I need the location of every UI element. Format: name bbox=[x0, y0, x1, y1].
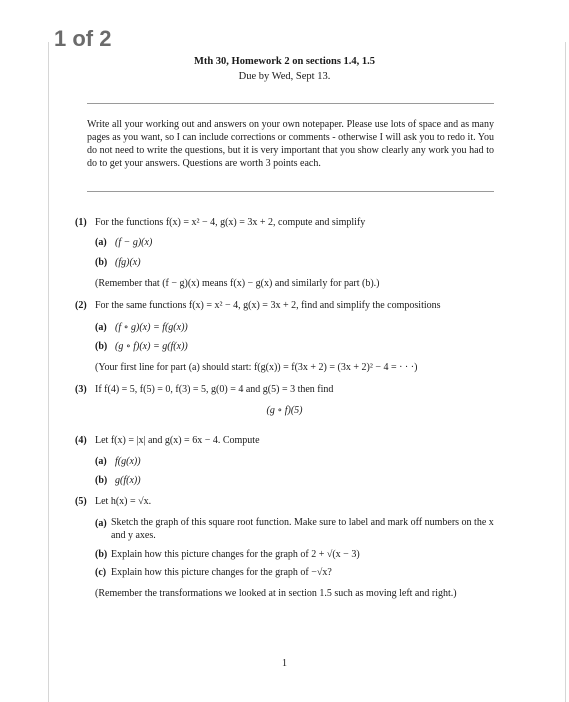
part-text: f(g(x)) bbox=[115, 456, 141, 467]
question-text: Let f(x) = |x| and g(x) = 6x − 4. Compute bbox=[95, 435, 260, 446]
bottom-divider bbox=[87, 191, 494, 192]
part-label: (c) bbox=[95, 567, 107, 578]
part-text: (f ∘ g)(x) = f(g(x)) bbox=[115, 322, 188, 333]
top-divider bbox=[87, 103, 494, 104]
due-date: Due by Wed, Sept 13. bbox=[238, 71, 331, 82]
page-number: 1 bbox=[282, 658, 287, 669]
question-text: Let h(x) = √x. bbox=[95, 496, 152, 507]
question-number: (2) bbox=[75, 300, 87, 311]
question-note: (Remember the transformations we looked at in section 1.5 such as moving left and right.) bbox=[95, 588, 457, 599]
document-title: Mth 30, Homework 2 on sections 1.4, 1.5 bbox=[193, 56, 376, 67]
part-text: (g ∘ f)(x) = g(f(x)) bbox=[115, 341, 188, 352]
page-indicator: 1 of 2 bbox=[54, 26, 112, 51]
part-text: (f − g)(x) bbox=[115, 237, 153, 248]
part-label: (a) bbox=[95, 237, 107, 248]
display-expression: (g ∘ f)(5) bbox=[266, 405, 303, 416]
question-text: For the functions f(x) = x² − 4, g(x) = 3x + 2, compute and simplify bbox=[95, 217, 366, 228]
part-label: (a) bbox=[95, 518, 107, 529]
question-number: (1) bbox=[75, 217, 87, 228]
part-text: Explain how this picture changes for the graph of 2 + √(x − 3) bbox=[111, 549, 360, 560]
part-label: (b) bbox=[95, 341, 108, 352]
part-label: (a) bbox=[95, 322, 107, 333]
part-text: (fg)(x) bbox=[115, 257, 141, 268]
instructions-paragraph: Write all your working out and answers on your own notepaper. Please use lots of space and as many pages as you want, so I can include corrections or comments - otherwise I will ask you to redo it. You do not need to write the questions, but it is very important that you show clearly any work you had to do to get your answers. Questions are worth 3 points each. bbox=[87, 119, 494, 169]
question-number: (5) bbox=[75, 496, 87, 507]
question-text: For the same functions f(x) = x² − 4, g(x) = 3x + 2, find and simplify the compositions bbox=[95, 300, 441, 311]
question-note: (Your first line for part (a) should start: f(g(x)) = f(3x + 2) = (3x + 2)² − 4 = · · ·) bbox=[95, 362, 418, 373]
question-number: (3) bbox=[75, 384, 87, 395]
question-number: (4) bbox=[75, 435, 87, 446]
part-label: (b) bbox=[95, 475, 108, 486]
part-label: (b) bbox=[95, 549, 108, 560]
part-text: Explain how this picture changes for the graph of −√x? bbox=[111, 567, 332, 578]
question-text: If f(4) = 5, f(5) = 0, f(3) = 5, g(0) = 4 and g(5) = 3 then find bbox=[95, 384, 334, 395]
part-text: Sketch the graph of this square root function. Make sure to label and mark off numbers on the x and y axes. bbox=[111, 517, 494, 541]
part-label: (a) bbox=[95, 456, 107, 467]
part-label: (b) bbox=[95, 257, 108, 268]
question-note: (Remember that (f − g)(x) means f(x) − g(x) and similarly for part (b).) bbox=[95, 278, 380, 289]
part-text: g(f(x)) bbox=[115, 475, 141, 486]
